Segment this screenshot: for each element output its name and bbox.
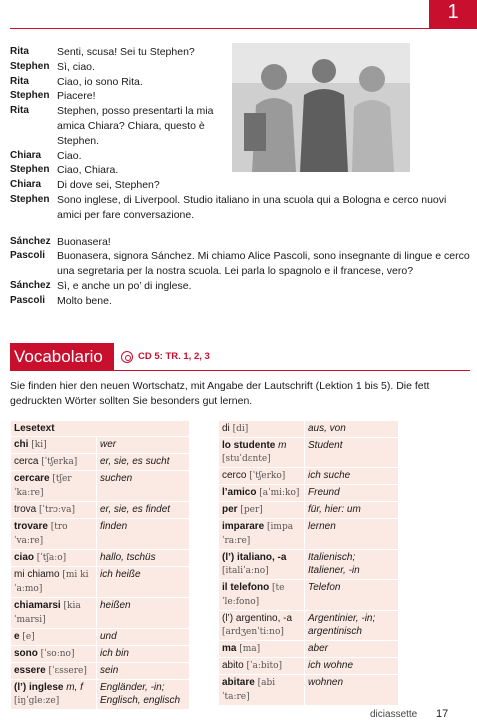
speaker: Chiara — [10, 179, 42, 191]
dialogue-line — [10, 235, 470, 250]
vocab-table-right — [218, 420, 399, 706]
line-text: Piacere! — [57, 90, 96, 103]
vocab-row — [11, 629, 190, 646]
italian-cell — [11, 437, 97, 454]
vocab-row — [219, 675, 399, 706]
italian-cell — [219, 611, 305, 641]
italian-word: cerco — [222, 470, 247, 481]
german-cell: Argentinier, -in; argentinisch — [305, 611, 399, 641]
dialogue-line — [10, 294, 470, 309]
vocab-row — [219, 485, 399, 502]
vocab-row — [11, 646, 190, 663]
dialogue-line — [10, 193, 470, 223]
italian-cell — [11, 519, 97, 550]
italian-term: cercare — [14, 473, 50, 484]
speaker: Pascoli — [10, 294, 46, 306]
german-cell: und — [97, 629, 190, 646]
footer-page-word: diciassette — [370, 709, 418, 720]
speaker: Sánchez — [10, 235, 51, 247]
line-text: Ciao. — [57, 149, 82, 162]
german-cell: Freund — [305, 485, 399, 502]
vocab-row — [219, 550, 399, 580]
italian-cell — [11, 567, 97, 598]
italian-cell — [11, 598, 97, 629]
vocab-row — [11, 437, 190, 454]
italian-word: trova — [14, 504, 37, 515]
vocab-row — [11, 598, 190, 629]
italian-cell — [11, 454, 97, 471]
footer-page-number: 17 — [436, 708, 449, 720]
pronunciation: [iŋˈgleːze] — [14, 696, 60, 706]
vocab-row — [11, 680, 190, 710]
italian-cell — [219, 641, 305, 658]
pronunciation: [ˈsoːno] — [40, 649, 75, 659]
line-text: Ciao, Chiara. — [57, 164, 119, 177]
vocab-row — [11, 567, 190, 598]
italian-term: ciao — [14, 552, 35, 563]
italian-cell — [219, 421, 305, 438]
italian-cell — [11, 502, 97, 519]
vocab-row — [11, 454, 190, 471]
line-text: Di dove sei, Stephen? — [57, 179, 160, 192]
italian-term: abitare — [222, 677, 255, 688]
italian-cell — [219, 438, 305, 468]
cd-icon — [121, 351, 133, 363]
italian-word: (l’) argentino, -a — [222, 613, 293, 624]
vocab-row — [11, 519, 190, 550]
cd-label: CD 5: TR. 1, 2, 3 — [138, 351, 210, 362]
speaker: Chiara — [10, 149, 42, 161]
vocab-row — [219, 580, 399, 611]
top-rule — [10, 28, 477, 29]
pronunciation: [ˈtrɔːva] — [39, 505, 75, 515]
pronunciation: [ma] — [239, 644, 261, 654]
grammar-note: m, f — [63, 682, 83, 693]
vocab-row — [11, 550, 190, 567]
pronunciation: [kiaˈmarsi] — [14, 601, 81, 625]
german-cell: ich heiße — [97, 567, 190, 598]
dialogue-line — [10, 279, 470, 294]
pronunciation: [ˈtʃerka] — [41, 457, 78, 467]
italian-term: trovare — [14, 521, 48, 532]
german-cell: sein — [97, 663, 190, 680]
italian-word: abito — [222, 660, 244, 671]
italian-word: mi chiamo — [14, 569, 60, 580]
pronunciation: [teˈleːfono] — [222, 583, 285, 607]
pronunciation: [ki] — [31, 440, 47, 450]
vocab-intro: Sie finden hier den neuen Wortschatz, mit Angabe der Lautschrift (Lektion 1 bis 5). Die fett gedruckten Wörter sollten Sie besonders gut lernen. — [10, 380, 430, 407]
italian-cell — [219, 580, 305, 611]
italian-cell — [11, 646, 97, 663]
vocab-row — [219, 641, 399, 658]
speaker: Stephen — [10, 90, 50, 102]
speaker: Rita — [10, 75, 29, 87]
german-cell: ich wohne — [305, 658, 399, 675]
speaker: Rita — [10, 46, 29, 57]
italian-term: imparare — [222, 521, 265, 532]
german-cell: für, hier: um — [305, 502, 399, 519]
italian-term: l’amico — [222, 487, 257, 498]
pronunciation: [mi kiˈaːmo] — [14, 570, 89, 594]
pronunciation: [di] — [232, 424, 249, 434]
vocab-title: Vocabolario — [14, 347, 103, 366]
vocab-row — [219, 468, 399, 485]
photo-illustration — [232, 43, 410, 172]
dialogue-line — [10, 249, 470, 279]
italian-cell — [219, 519, 305, 550]
italian-term: chiamarsi — [14, 600, 61, 611]
italian-cell — [219, 468, 305, 485]
vocab-row — [219, 502, 399, 519]
italian-cell — [11, 550, 97, 567]
speaker: Pascoli — [10, 250, 46, 262]
vocab-row — [11, 471, 190, 502]
line-text: Buonasera, signora Sánchez. Mi chiamo Alice Pascoli, sono insegnante di lingue e cerco una segretaria per la nostra scuola. Lei parla lo spagnolo e il francese, vero? — [57, 250, 470, 278]
pronunciation: [ˈɛssere] — [48, 666, 87, 676]
german-cell: hallo, tschüs — [97, 550, 190, 567]
pronunciation: [ˈaːbito] — [246, 661, 283, 671]
italian-term: lo studente — [222, 440, 276, 451]
italian-cell — [219, 550, 305, 580]
italian-term: essere — [14, 665, 46, 676]
german-cell: Student — [305, 438, 399, 468]
german-cell: wohnen — [305, 675, 399, 706]
german-cell: aber — [305, 641, 399, 658]
italian-term: ma — [222, 643, 237, 654]
italian-cell — [219, 502, 305, 519]
grammar-note: m — [275, 440, 287, 451]
german-cell: ich bin — [97, 646, 190, 663]
chapter-number: 1 — [447, 1, 459, 23]
italian-term: (l’) italiano, -a — [222, 552, 287, 563]
italian-cell — [219, 658, 305, 675]
vocab-table-left — [10, 420, 190, 710]
german-cell: heißen — [97, 598, 190, 629]
vocab-rule — [10, 370, 470, 371]
italian-term: per — [222, 504, 238, 515]
vocab-row — [219, 421, 399, 438]
speaker: Stephen — [10, 193, 50, 205]
line-text: Sono inglese, di Liverpool. Studio italiano in una scuola qui a Bologna e cerco nuovi amici per fare conversazione. — [57, 193, 447, 221]
line-text: Sì, ciao. — [57, 60, 95, 73]
german-cell: Engländer, -in; Englisch, englisch — [97, 680, 190, 710]
pronunciation: [abiˈtaːre] — [222, 678, 276, 702]
german-cell: suchen — [97, 471, 190, 502]
italian-term: sono — [14, 648, 38, 659]
german-cell: er, sie, es findet — [97, 502, 190, 519]
vocab-row — [219, 519, 399, 550]
speaker: Stephen — [10, 164, 50, 176]
speaker: Stephen — [10, 60, 50, 72]
pronunciation: [tʃerˈkaːre] — [14, 474, 72, 498]
pronunciation: [ardʒenˈtiːno] — [222, 627, 284, 637]
pronunciation: [troˈvaːre] — [14, 522, 68, 546]
line-text: Buonasera! — [57, 235, 111, 248]
speaker: Sánchez — [10, 279, 51, 291]
line-text: Molto bene. — [57, 294, 112, 307]
italian-term: e — [14, 631, 20, 642]
pronunciation: [e] — [22, 632, 35, 642]
pronunciation: [italiˈaːno] — [222, 566, 269, 576]
vocab-row — [11, 663, 190, 680]
pronunciation: [stuˈdɛnte] — [222, 454, 271, 464]
german-cell: aus, von — [305, 421, 399, 438]
italian-cell — [11, 471, 97, 502]
vocab-row — [219, 611, 399, 641]
pronunciation: [ˈtʃerko] — [249, 471, 286, 481]
german-cell: Telefon — [305, 580, 399, 611]
german-cell: finden — [97, 519, 190, 550]
line-text: Stephen, posso presentarti la mia amica Chiara? Chiara, questo è Stephen. — [57, 105, 214, 147]
line-text: Ciao, io sono Rita. — [57, 75, 143, 88]
pronunciation: [impaˈraːre] — [222, 522, 294, 546]
pronunciation: [per] — [240, 505, 263, 515]
italian-cell — [11, 680, 97, 710]
german-cell: Italienisch; Italiener, -in — [305, 550, 399, 580]
italian-word: cerca — [14, 456, 39, 467]
pronunciation: [aˈmiːko] — [259, 488, 300, 498]
italian-cell — [11, 663, 97, 680]
vocab-row — [219, 438, 399, 468]
italian-cell — [219, 485, 305, 502]
italian-cell — [219, 675, 305, 706]
german-cell: er, sie, es sucht — [97, 454, 190, 471]
german-cell: ich suche — [305, 468, 399, 485]
italian-term: il telefono — [222, 582, 270, 593]
speaker: Rita — [10, 105, 29, 117]
german-cell: lernen — [305, 519, 399, 550]
table-header: Lesetext — [11, 421, 190, 437]
italian-term: chi — [14, 439, 29, 450]
italian-cell — [11, 629, 97, 646]
line-text: Sì, e anche un po’ di inglese. — [57, 279, 192, 292]
vocab-row — [219, 658, 399, 675]
vocab-row — [11, 502, 190, 519]
dialogue-line — [10, 178, 470, 193]
italian-term: (l’) inglese — [14, 682, 64, 693]
pronunciation: [ˈtʃaːo] — [36, 553, 67, 563]
line-text: Senti, scusa! Sei tu Stephen? — [57, 46, 195, 58]
italian-word: di — [222, 423, 230, 434]
german-cell: wer — [97, 437, 190, 454]
students-photo — [232, 43, 410, 172]
